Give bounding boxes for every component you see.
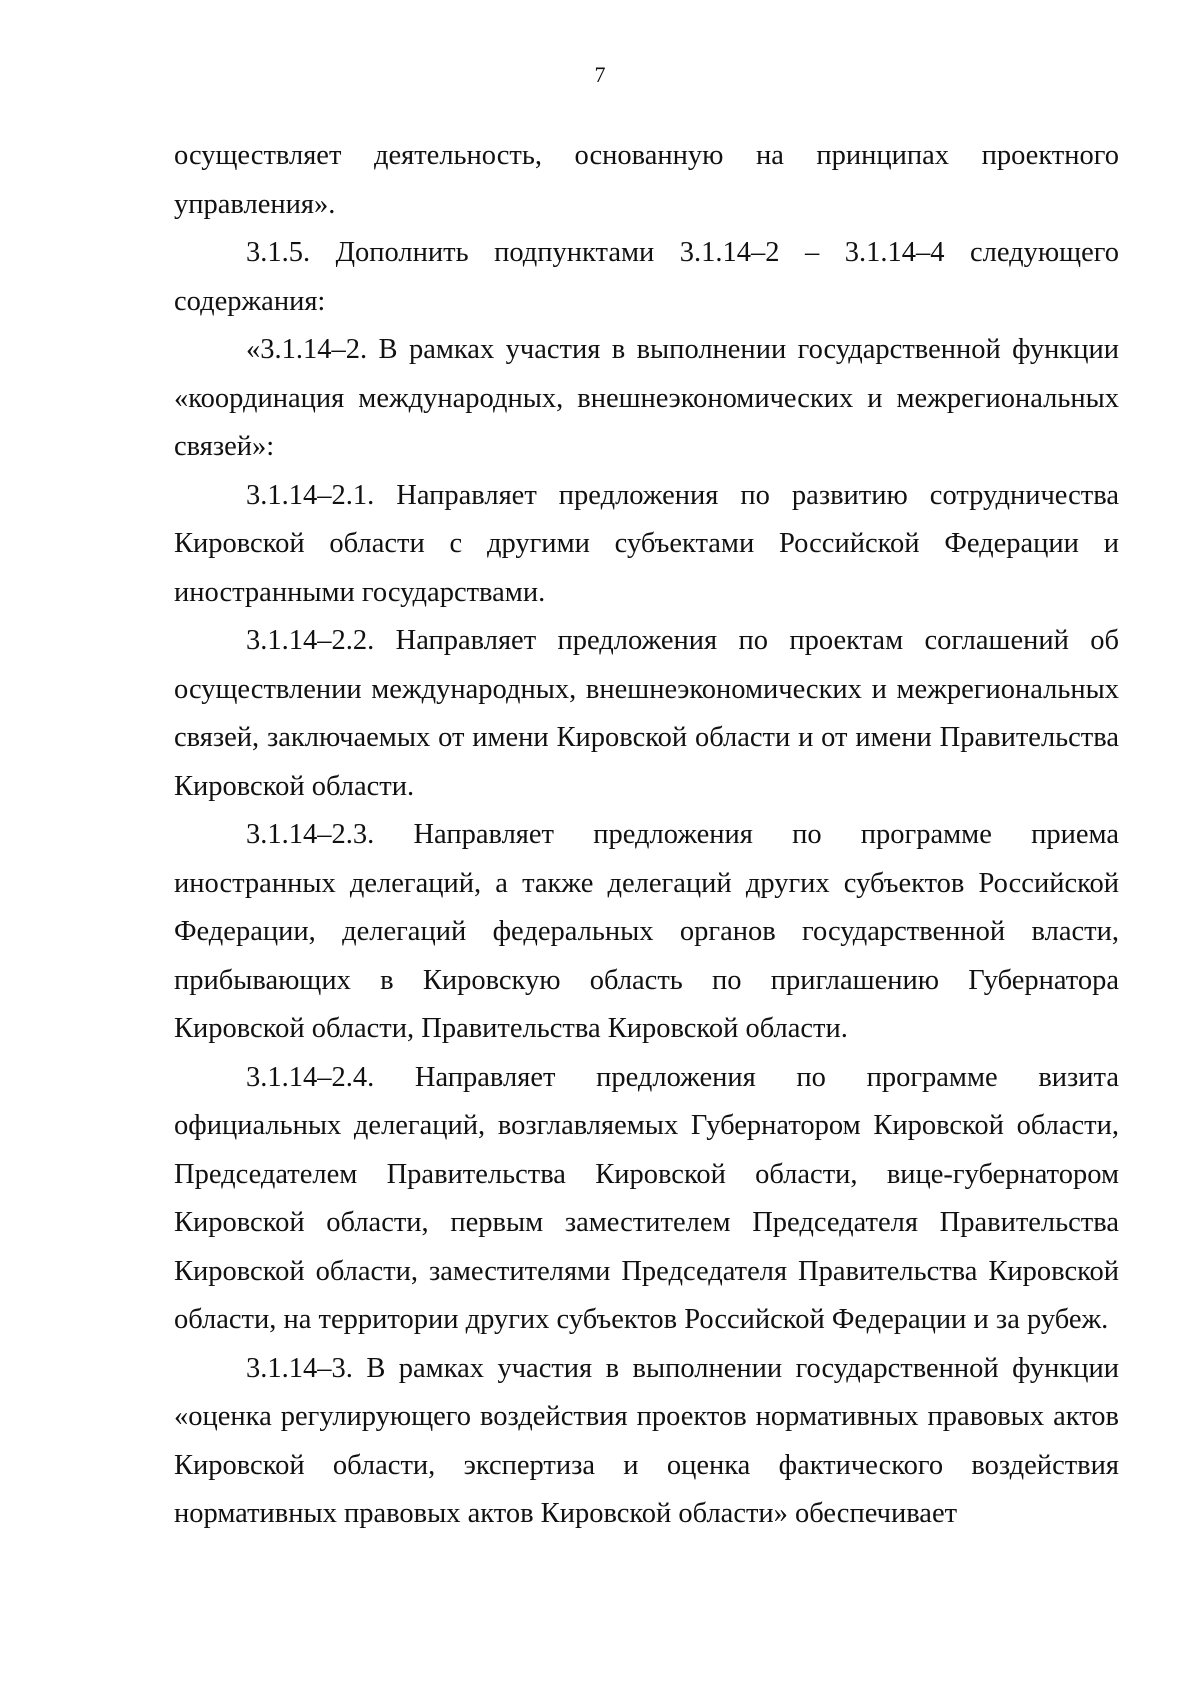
page-number: 7 [594,62,606,87]
paragraph-3-1-14-3: 3.1.14–3. В рамках участия в выполнении государственной функции «оценка регулирующего воздействия проектов нормативных правовых актов Кировской области, экспертиза и оценка фактического воздействия нормативных правовых актов Кировской области» обеспечивает [174,1352,1119,1529]
paragraph-3-1-14-2-1: 3.1.14–2.1. Направляет предложения по развитию сотрудничества Кировской области с другими субъектами Российской Федерации и иностранными государствами. [174,479,1119,608]
paragraph-3-1-5: 3.1.5. Дополнить подпунктами 3.1.14–2 – 3.1.14–4 следующего содержания: [174,237,1119,317]
paragraph-continuation: осуществляет деятельность, основанную на принципах проектного управления». [174,140,1119,220]
document-body [174,132,1119,1539]
paragraph-3-1-14-2-3: 3.1.14–2.3. Направляет предложения по программе приема иностранных делегаций, а также делегаций других субъектов Российской Федерации, делегаций федеральных органов государственной власти, прибывающих в Кировскую область по приглашению Губернатора Кировской области, Правительства Кировской области. [174,819,1119,1044]
paragraph-3-1-14-2: «3.1.14–2. В рамках участия в выполнении государственной функции «координация международных, внешнеэкономических и межрегиональных связей»: [174,334,1119,462]
paragraph-3-1-14-2-4: 3.1.14–2.4. Направляет предложения по программе визита официальных делегаций, возглавляемых Губернатором Кировской области, Председателем Правительства Кировской области, вице-губернатором Кировской области, первым заместителем Председателя Правительства Кировской области, заместителями Председателя Правительства Кировской области, на территории других субъектов Российской Федерации и за рубеж. [174,1061,1119,1335]
paragraph-3-1-14-2-2: 3.1.14–2.2. Направляет предложения по проектам соглашений об осуществлении международных, внешнеэкономических и межрегиональных связей, заключаемых от имени Кировской области и от имени Правительства Кировской области. [174,625,1119,802]
